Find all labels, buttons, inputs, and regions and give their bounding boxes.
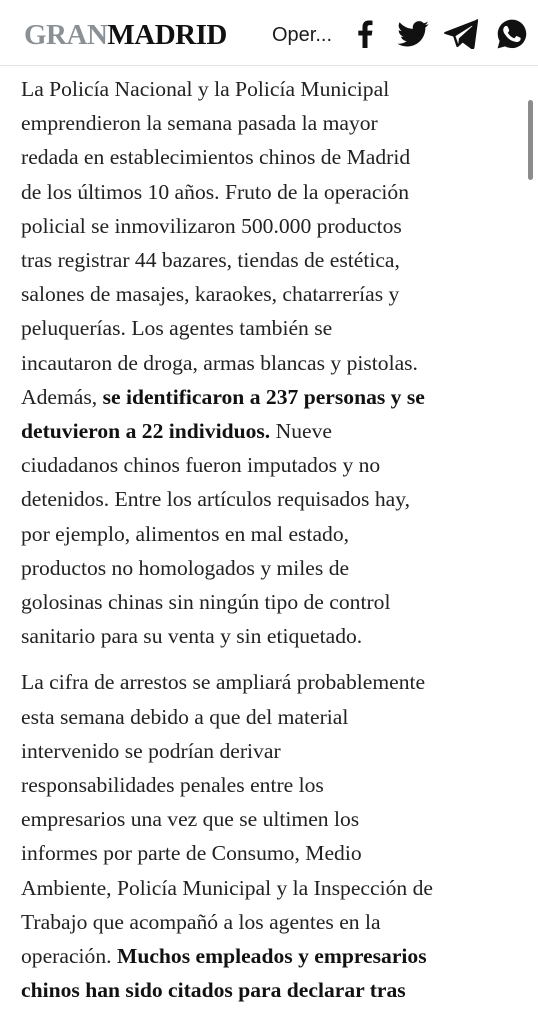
text-line: tras registrar 44 bazares, tiendas de estética, — [21, 248, 400, 273]
paragraph-2 — [21, 665, 521, 1007]
text-line: incautaron de droga, armas blancas y pistolas. — [21, 350, 418, 375]
text-line — [21, 939, 521, 973]
logo-madrid: MADRID — [107, 19, 227, 51]
text-run: operación. — [21, 944, 117, 969]
whatsapp-icon[interactable] — [494, 16, 530, 52]
text-line: peluquerías. Los agentes también se — [21, 316, 333, 341]
top-bar — [0, 0, 538, 66]
text-line: La cifra de arrestos se ampliará probablemente — [21, 670, 426, 695]
site-logo[interactable] — [24, 18, 227, 52]
text-line: Trabajo que acompañó a los agentes en la — [21, 909, 381, 934]
text-run: Además, — [21, 384, 103, 409]
scrollbar-thumb[interactable] — [528, 100, 533, 180]
paragraph-1 — [21, 72, 521, 653]
text-line: responsabilidades penales entre los — [21, 773, 324, 798]
text-line: salones de masajes, karaokes, chatarrerías y — [21, 282, 400, 307]
text-line: productos no homologados y miles de — [21, 555, 350, 580]
text-line: ciudadanos chinos fueron imputados y no — [21, 453, 381, 478]
text-line: empresarios una vez que se ultimen los — [21, 807, 360, 832]
text-line: golosinas chinas sin ningún tipo de control — [21, 590, 391, 615]
text-line — [21, 973, 521, 1007]
text-line: esta semana debido a que del material — [21, 704, 349, 729]
text-line: policial se inmovilizaron 500.000 productos — [21, 213, 402, 238]
text-line: emprendieron la semana pasada la mayor — [21, 111, 378, 136]
text-line: de los últimos 10 años. Fruto de la operación — [21, 179, 410, 204]
text-line — [21, 414, 521, 448]
text-line: detenidos. Entre los artículos requisados hay, — [21, 487, 410, 512]
bold-text: Muchos empleados y empresarios — [116, 944, 427, 969]
bold-text: detuvieron a 22 individuos. — [21, 419, 271, 444]
telegram-icon[interactable] — [443, 16, 479, 52]
text-run: Nueve — [270, 419, 332, 444]
twitter-icon[interactable] — [395, 16, 431, 52]
facebook-icon[interactable] — [347, 16, 383, 52]
text-line: por ejemplo, alimentos en mal estado, — [21, 521, 350, 546]
text-line: sanitario para su venta y sin etiquetado. — [21, 624, 363, 649]
text-line: intervenido se podrían derivar — [21, 738, 281, 763]
article-title-truncated: Oper... — [272, 24, 333, 46]
text-line: informes por parte de Consumo, Medio — [21, 841, 362, 866]
text-line: Ambiente, Policía Municipal y la Inspección de — [21, 875, 433, 900]
text-line: La Policía Nacional y la Policía Municipal — [21, 77, 390, 101]
logo-gran: GRAN — [24, 19, 108, 51]
article-body — [21, 72, 521, 1019]
text-line: redada en establecimientos chinos de Madrid — [21, 145, 411, 170]
bold-text: se identificaron a 237 personas y se — [102, 384, 425, 409]
bold-text: chinos han sido citados para declarar tras — [21, 978, 406, 1003]
text-line — [21, 380, 521, 414]
